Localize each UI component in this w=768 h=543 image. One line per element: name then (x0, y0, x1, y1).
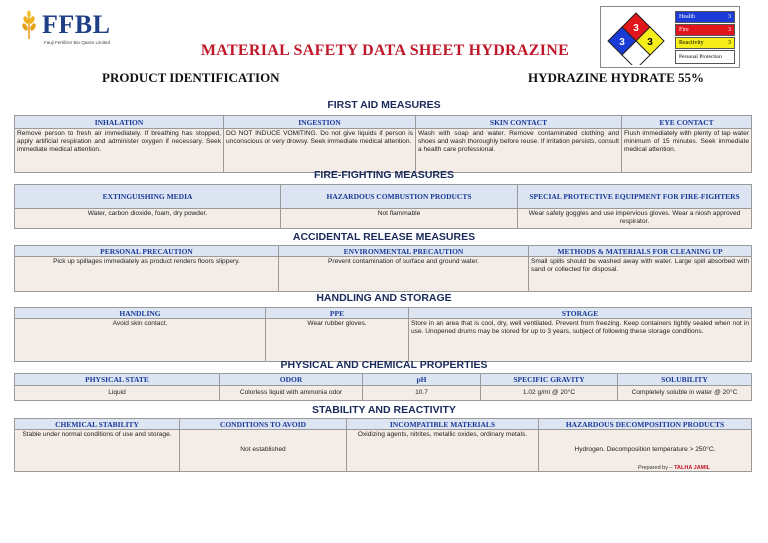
cell-ph: 10.7 (363, 386, 481, 400)
header-environmental-precaution: ENVIRONMENTAL PRECAUTION (279, 246, 529, 257)
document-title: MATERIAL SAFETY DATA SHEET HYDRAZINE (200, 42, 570, 59)
prepared-by-name: TALHA JAMIL (674, 465, 711, 471)
cell-conditions-to-avoid: Not established (180, 430, 347, 471)
product-name: HYDRAZINE HYDRATE 55% (528, 70, 704, 85)
cell-cleaning-methods: Small spills should be washed away with water. Large spill absorbed with sand or collected for disposal. (531, 258, 749, 274)
header-handling: HANDLING (15, 308, 266, 319)
wheat-logo-icon (18, 10, 40, 40)
nfpa-reactivity-label: Reactivity (679, 40, 704, 46)
header-decomposition-products: HAZARDOUS DECOMPOSITION PRODUCTS (539, 419, 751, 430)
header-inhalation: INHALATION (15, 116, 224, 129)
nfpa-health-value: 3 (728, 14, 731, 20)
logo-text: FFBL (42, 10, 111, 39)
header-skin-contact: SKIN CONTACT (416, 116, 622, 129)
prepared-by-label: Prepared by – (638, 465, 673, 471)
cell-incompatible-materials: Oxidizing agents, nitrites, metallic oxides, ordinary metals. (347, 430, 539, 471)
cell-ppe: Wear rubber gloves. (266, 319, 409, 361)
header-hazardous-combustion: HAZARDOUS COMBUSTION PRODUCTS (281, 185, 518, 209)
cell-extinguishing-media: Water, carbon dioxide, foam, dry powder. (15, 209, 281, 228)
diamond-reactivity-value: 3 (647, 37, 653, 48)
stability-reactivity-table (14, 418, 752, 472)
header-ppe: PPE (266, 308, 409, 319)
header-ingestion: INGESTION (224, 116, 416, 129)
nfpa-hazard-panel (600, 6, 740, 68)
cell-eye-contact: Flush immediately with plenty of tap water minimum of 15 minutes. Seek immediate medical attention. (624, 130, 749, 154)
nfpa-fire-value: 3 (728, 27, 731, 33)
cell-skin-contact: Wash with soap and water. Remove contaminated clothing and shoes and wash thoroughly before reuse. If irritation persists, consult a health care professional. (416, 129, 622, 172)
nfpa-fire-row (675, 24, 735, 36)
header-eye-contact: EYE CONTACT (622, 116, 751, 129)
cell-hazardous-combustion: Not flammable (281, 209, 518, 228)
nfpa-health-row (675, 11, 735, 23)
nfpa-reactivity-row (675, 37, 735, 49)
cell-decomposition-products: Hydrogen. Decomposition temperature > 250°C. (574, 446, 716, 454)
header-personal-precaution: PERSONAL PRECAUTION (15, 246, 279, 257)
section-title-first-aid: FIRST AID MEASURES (327, 99, 441, 111)
diamond-health-value: 3 (619, 37, 625, 48)
cell-specific-gravity: 1.02 g/ml @ 20°C (481, 386, 618, 400)
nfpa-diamond-icon (605, 11, 667, 65)
header-physical-state: PHYSICAL STATE (15, 374, 220, 386)
header-ph: pH (363, 374, 481, 386)
header-odor: ODOR (220, 374, 363, 386)
cell-protective-equipment: Wear safety goggles and use impervious gloves. Wear a niosh approved respirator. (528, 210, 741, 226)
cell-personal-precaution: Pick up spillages immediately as product renders floors slippery. (15, 257, 279, 291)
first-aid-table (14, 115, 752, 173)
cell-solubility: Completely soluble in water @ 20°C (631, 388, 738, 396)
product-identification-label: PRODUCT IDENTIFICATION (102, 70, 280, 85)
cell-inhalation: Remove person to fresh air immediately. If breathing has stopped, apply artificial respiration and administer oxygen if necessary. Seek immediate medical attention. (15, 129, 224, 172)
header-storage: STORAGE (409, 308, 751, 319)
header-cleaning-methods: METHODS & MATERIALS FOR CLEANING UP (529, 246, 751, 257)
nfpa-reactivity-value: 3 (728, 40, 731, 46)
fire-fighting-table (14, 184, 752, 229)
prepared-by (638, 465, 710, 471)
nfpa-rating-table (675, 11, 735, 65)
header-solubility: SOLUBILITY (618, 374, 751, 386)
nfpa-protection-label: Personal Protection (679, 54, 722, 60)
section-title-handling-storage: HANDLING AND STORAGE (316, 292, 452, 304)
section-title-stability-reactivity: STABILITY AND REACTIVITY (312, 404, 456, 416)
cell-physical-state: Liquid (15, 386, 220, 400)
cell-handling: Avoid skin contact. (15, 319, 266, 361)
section-title-physical-chemical: PHYSICAL AND CHEMICAL PROPERTIES (280, 359, 488, 371)
cell-ingestion: DO NOT INDUCE VOMITING. Do not give liquids if person is unconscious or very drowsy. Seek immediate medical attention. (224, 129, 416, 172)
company-logo (18, 8, 128, 48)
nfpa-health-label: Health (679, 14, 695, 20)
cell-storage: Store in an area that is cool, dry, well ventilated. Prevent from freezing. Keep containers tightly sealed when not in use. Unopened drums may be stored for up to 3 years, subject of following these storage conditions. (411, 320, 749, 336)
header-protective-equipment: SPECIAL PROTECTIVE EQUIPMENT FOR FIRE-FIGHTERS (518, 185, 751, 209)
logo-subtitle: Fauji Fertilizer Bin Qasim Limited (44, 40, 111, 45)
physical-chemical-table (14, 373, 752, 401)
section-title-fire-fighting: FIRE-FIGHTING MEASURES (313, 169, 454, 181)
cell-chemical-stability: Stable under normal conditions of use and storage. (15, 430, 180, 471)
diamond-fire-value: 3 (633, 23, 639, 34)
cell-environmental-precaution: Prevent contamination of surface and ground water. (279, 257, 529, 291)
header-chemical-stability: CHEMICAL STABILITY (15, 419, 180, 430)
header-specific-gravity: SPECIFIC GRAVITY (481, 374, 618, 386)
handling-storage-table (14, 307, 752, 362)
accidental-release-table (14, 245, 752, 292)
header-conditions-to-avoid: CONDITIONS TO AVOID (180, 419, 347, 430)
nfpa-protection-row (675, 50, 735, 64)
header-incompatible-materials: INCOMPATIBLE MATERIALS (347, 419, 539, 430)
nfpa-fire-label: Fire (679, 27, 689, 33)
section-title-accidental-release: ACCIDENTAL RELEASE MEASURES (292, 231, 476, 243)
header-extinguishing-media: EXTINGUISHING MEDIA (15, 185, 281, 209)
cell-odor: Colorless liquid with ammonia odor (220, 386, 363, 400)
